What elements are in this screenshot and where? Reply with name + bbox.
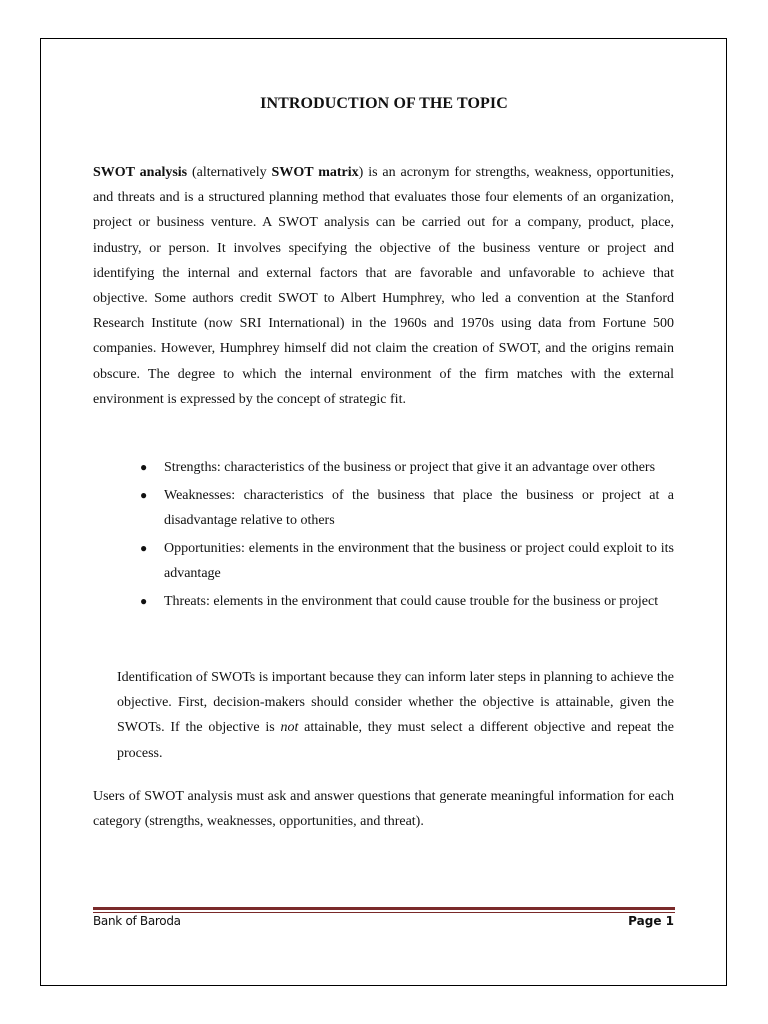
bullet-text: Weaknesses: characteristics of the business that place the business or project at a disadvantage relative to others xyxy=(164,488,674,528)
term-swot-matrix: SWOT matrix xyxy=(271,165,359,180)
identification-emphasis: not xyxy=(280,720,299,736)
bullet-strengths xyxy=(136,455,674,480)
closing-paragraph: Users of SWOT analysis must ask and answer questions that generate meaningful information for each category (strengths, weaknesses, opportunities, and threat). xyxy=(93,789,674,830)
swot-bullet-list xyxy=(136,455,674,617)
bullet-text: Strengths: characteristics of the business or project that give it an advantage over others xyxy=(164,460,656,475)
identification-text-before: Identification of SWOTs is important because they can inform later steps in planning to achieve the objective. First, decision-makers should consider whether the objective is attainable, given the SWOTs. If the objective is xyxy=(117,670,674,736)
intro-text-2: ) is an acronym for strengths, weakness, opportunities, and threats and is a structured planning method that evaluates those four elements of an organization, project or business venture. A SWOT analysis can be carried out for a company, product, place, industry, or person. It involves specifying the objective of the business venture or project and identifying the internal and external factors that are favorable and unfavorable to achieve that objective. Some authors credit SWOT to Albert Humphrey, who led a convention at the Stanford Research Institute (now SRI International) in the 1960s and 1970s using data from Fortune 500 companies. However, Humphrey himself did not claim the creation of SWOT, and the origins remain obscure. The degree to which the internal environment of the firm matches with the external environment is expressed by the concept of strategic fit. xyxy=(93,165,674,407)
identification-paragraph xyxy=(117,665,674,766)
bullet-text: Threats: elements in the environment that could cause trouble for the business or project xyxy=(164,594,659,609)
identification-text-after: attainable, they must select a different objective and repeat the process. xyxy=(117,720,674,761)
footer-bank-name: Bank of Baroda xyxy=(93,914,181,928)
footer-page-number: Page 1 xyxy=(628,914,674,928)
footer-rule-thin xyxy=(93,912,675,913)
bullet-text: Opportunities: elements in the environment that the business or project could exploit to its advantage xyxy=(164,541,674,581)
bullet-opportunities xyxy=(136,536,674,586)
bullet-dot-icon: ● xyxy=(140,488,148,502)
bullet-weaknesses xyxy=(136,483,674,533)
bullet-dot-icon: ● xyxy=(140,541,148,555)
page-title: INTRODUCTION OF THE TOPIC xyxy=(260,95,508,112)
intro-text-1: (alternatively xyxy=(187,165,272,180)
bullet-dot-icon: ● xyxy=(140,594,148,608)
intro-paragraph xyxy=(93,160,674,412)
bullet-threats xyxy=(136,589,674,614)
footer-rule-thick xyxy=(93,907,675,910)
term-swot-analysis: SWOT analysis xyxy=(93,165,188,180)
bullet-dot-icon: ● xyxy=(140,460,148,474)
